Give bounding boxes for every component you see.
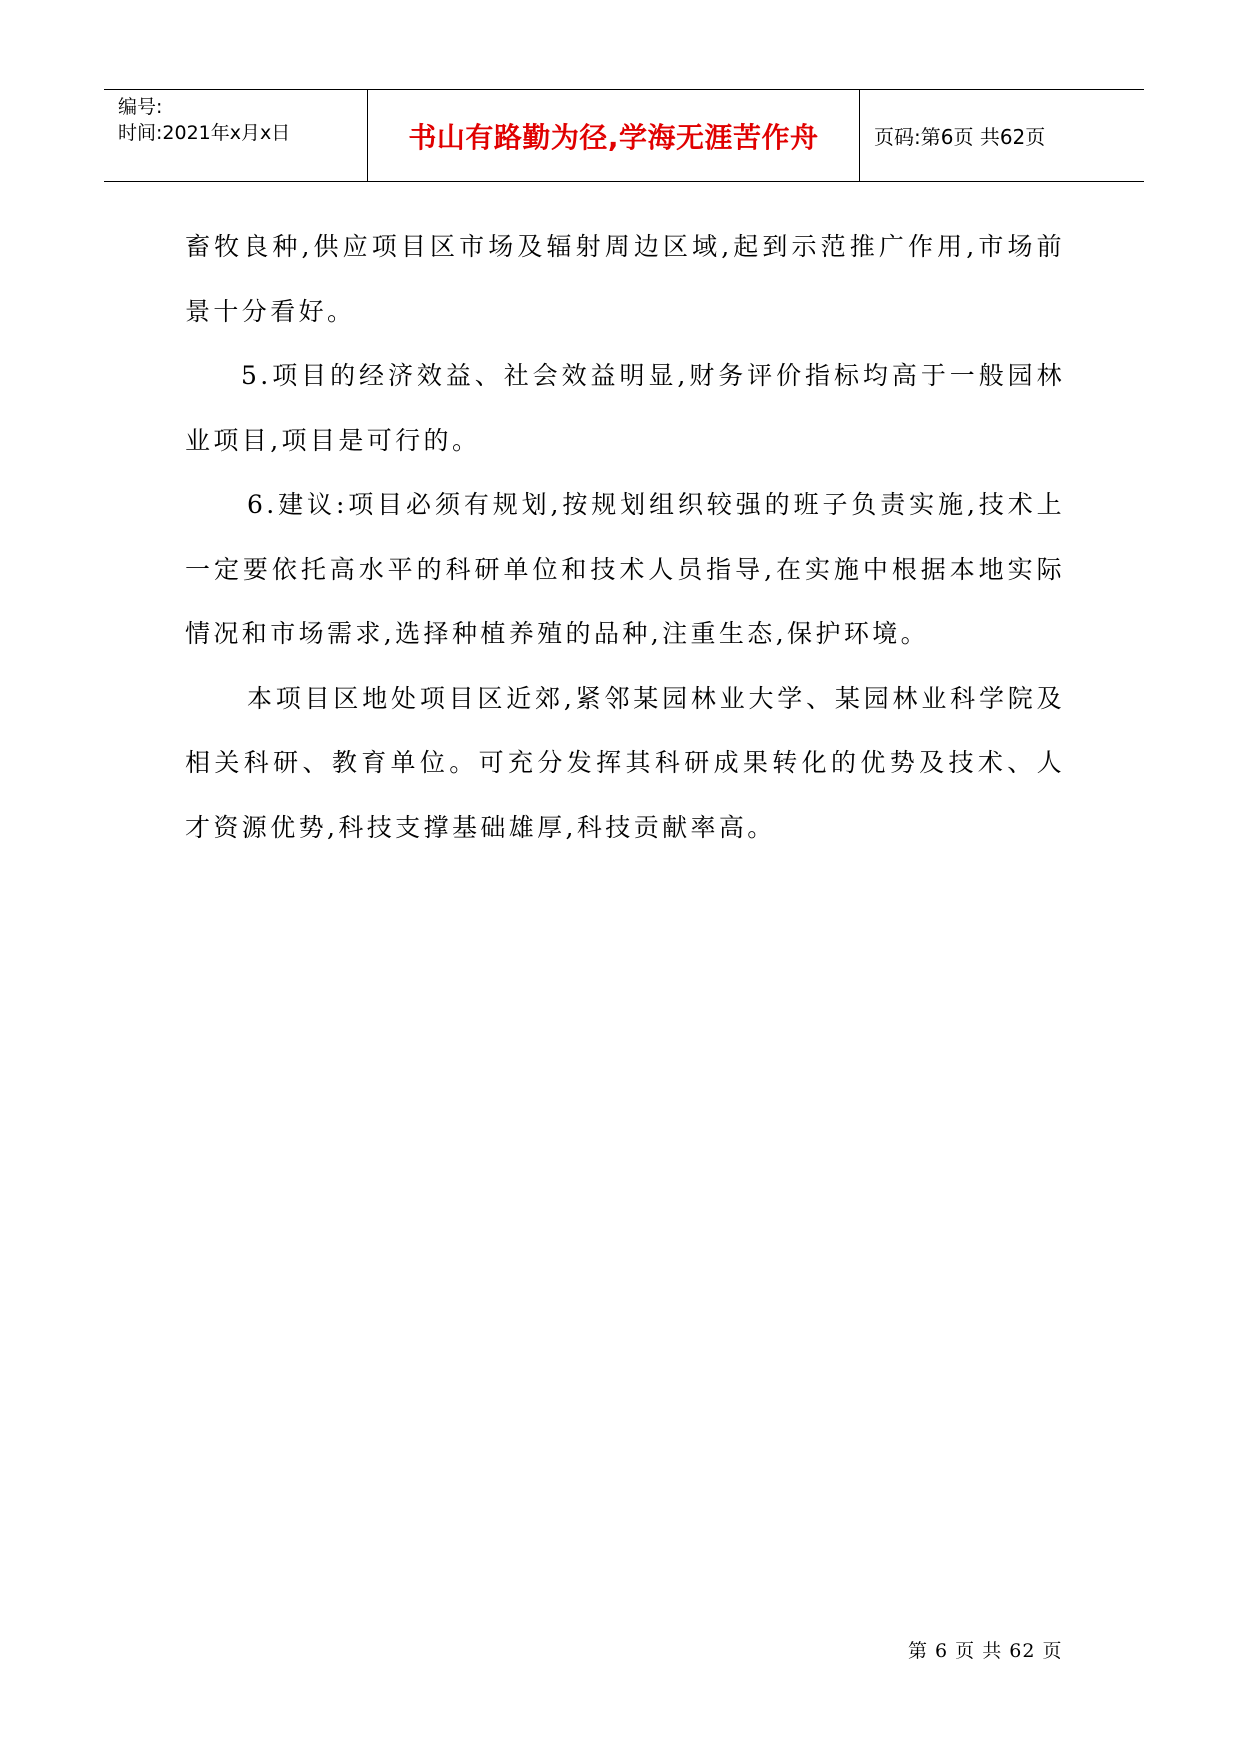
paragraph-location: 本项目区地处项目区近郊,紧邻某园林业大学、某园林业科学院及相关科研、教育单位。可充分发挥其科研成果转化的优势及技术、人才资源优势,科技支撑基础雄厚,科技贡献率高。: [185, 683, 1065, 842]
document-body: [185, 215, 1065, 860]
page-footer: 第 6 页 共 62 页: [908, 1640, 1063, 1662]
number-label: 编号:: [118, 96, 163, 118]
page-code: 页码:第6页 共62页: [874, 125, 1046, 149]
motto-text: 书山有路勤为径,学海无涯苦作舟: [408, 120, 819, 154]
time-label: 时间:2021年x月x日: [118, 122, 291, 144]
document-header: [104, 89, 1144, 182]
paragraph-item-5: 5.项目的经济效益、社会效益明显,财务评价指标均高于一般园林业项目,项目是可行的。: [185, 361, 1065, 455]
paragraph-continuation: 畜牧良种,供应项目区市场及辐射周边区域,起到示范推广作用,市场前景十分看好。: [185, 232, 1065, 326]
header-info-cell: [104, 90, 368, 181]
header-motto-cell: [368, 90, 860, 181]
paragraph-item-6: 6.建议:项目必须有规划,按规划组织较强的班子负责实施,技术上一定要依托高水平的科研单位和技术人员指导,在实施中根据本地实际情况和市场需求,选择种植养殖的品种,注重生态,保护环境。: [185, 490, 1065, 648]
header-page-cell: [860, 90, 1144, 181]
